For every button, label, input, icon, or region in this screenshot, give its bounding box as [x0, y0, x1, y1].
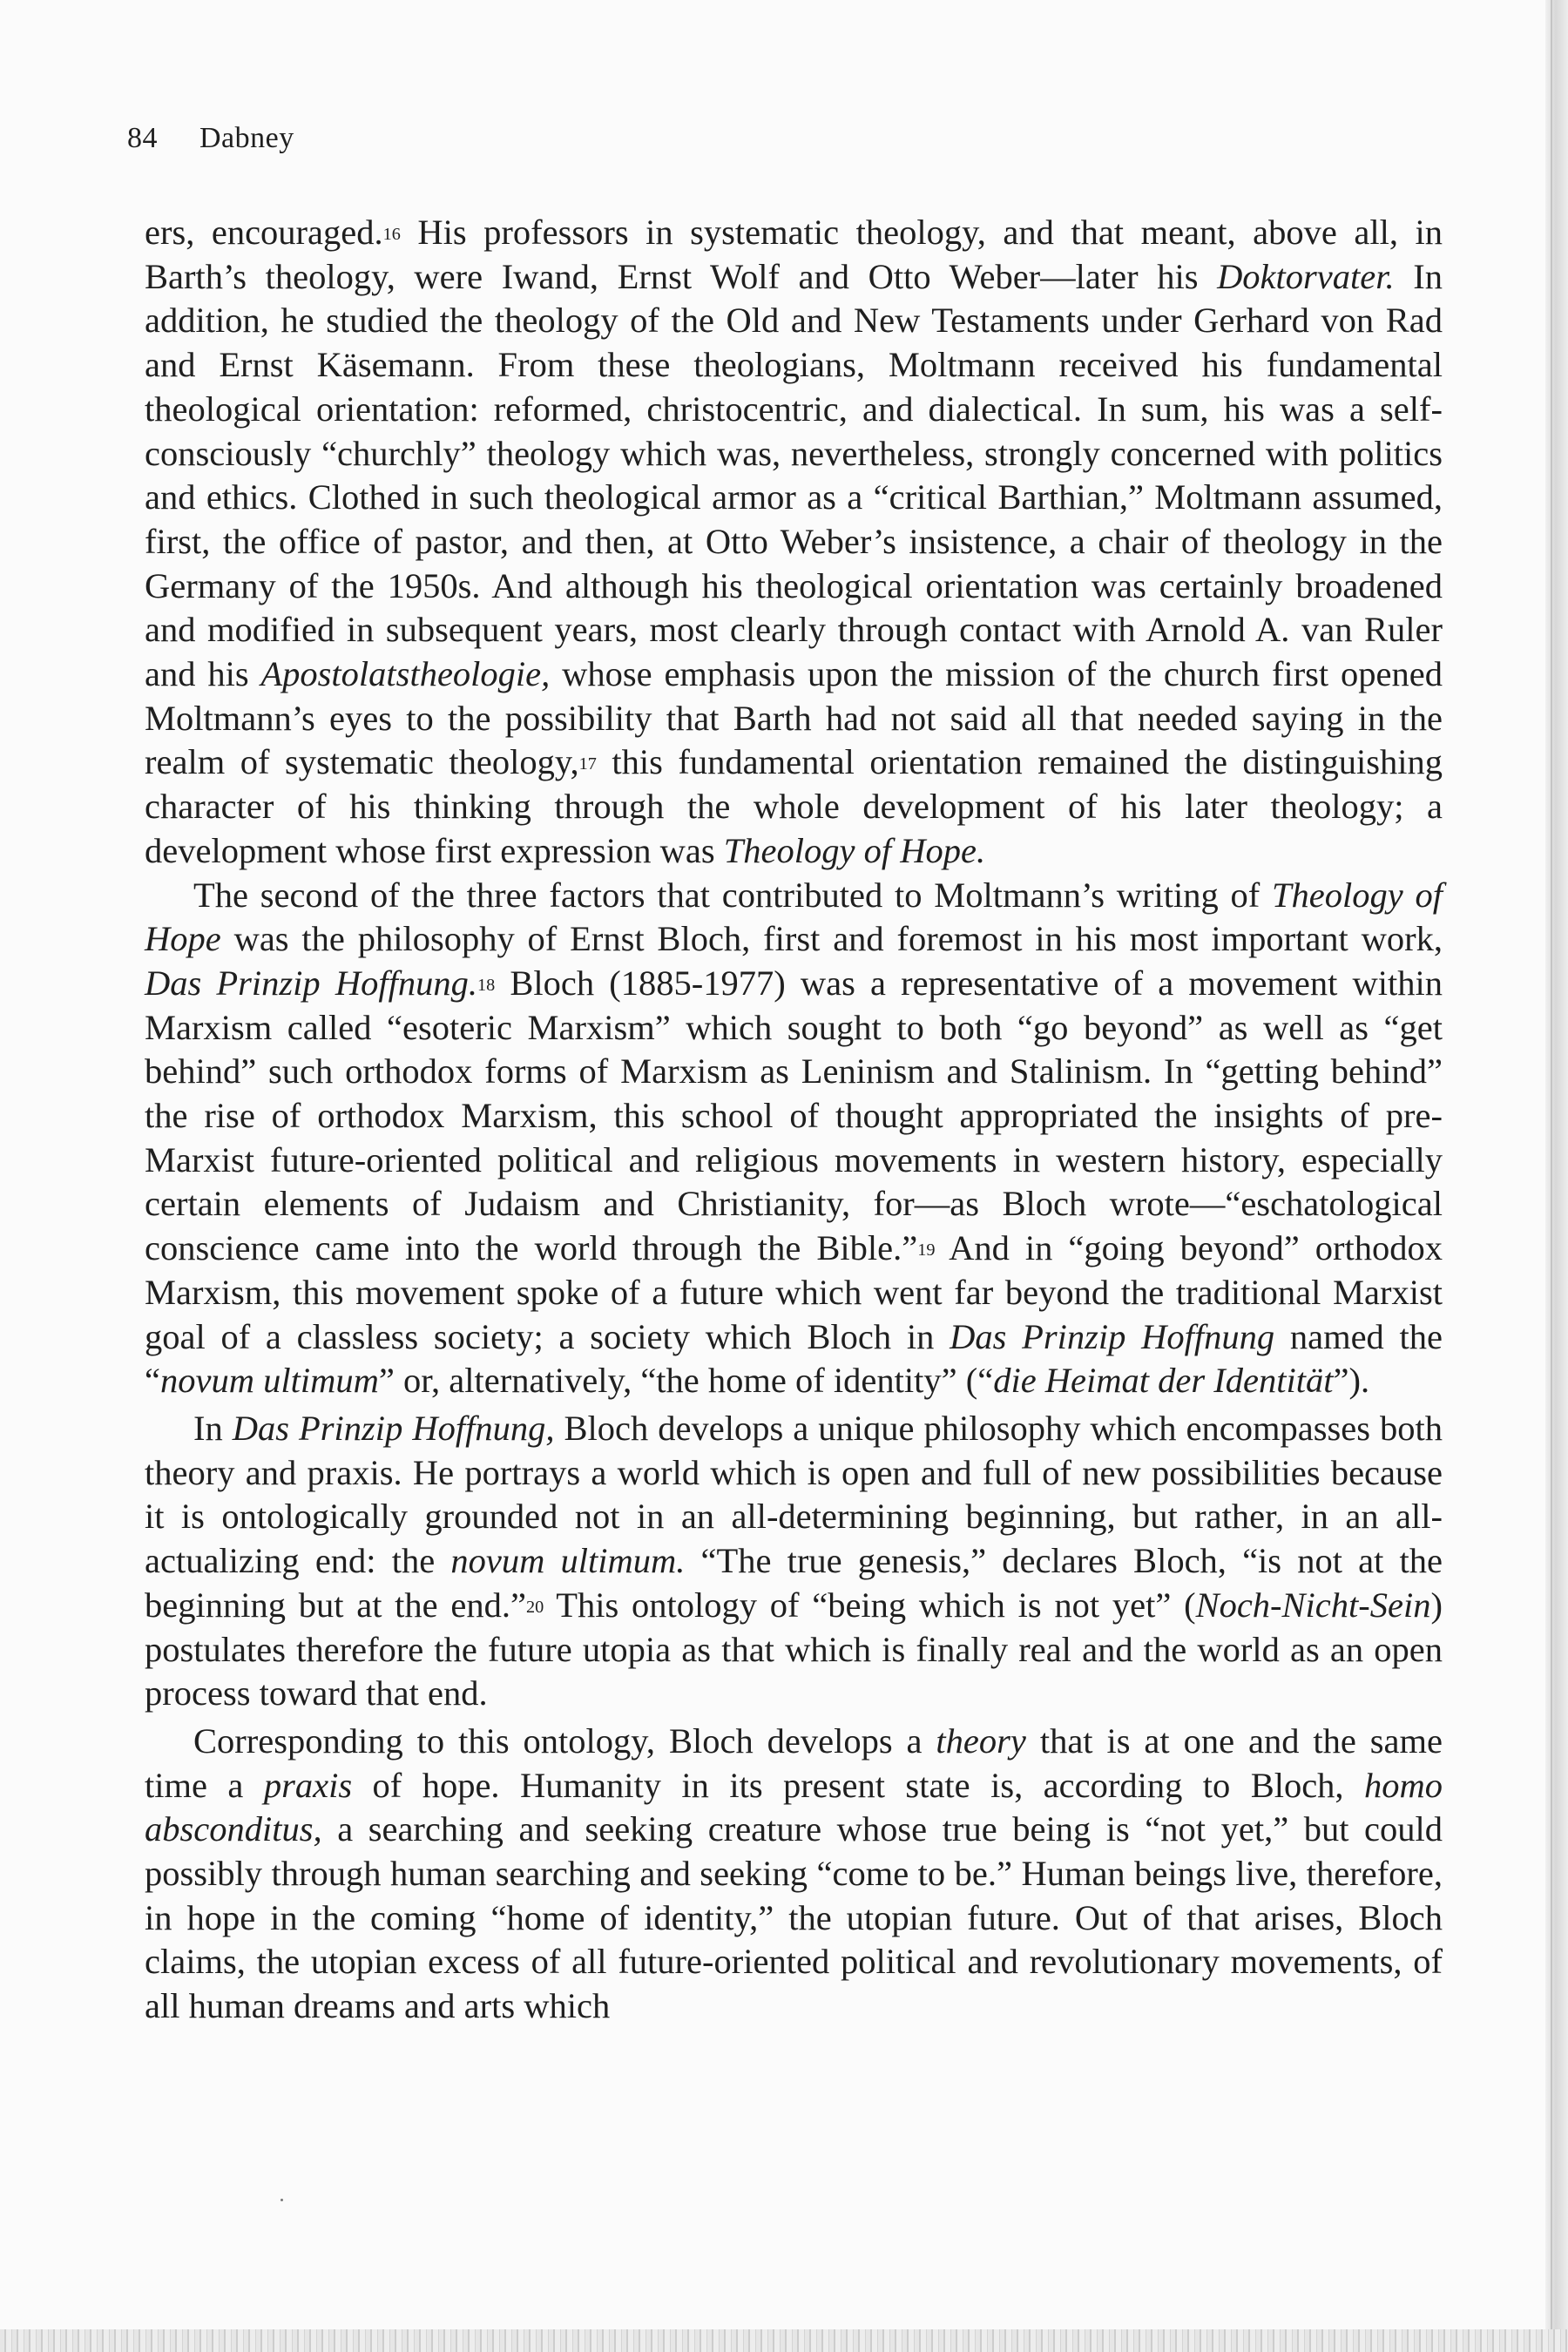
- italic-run: Das Prinzip Hoffnung.: [145, 963, 477, 1003]
- text-run: Bloch (1885-1977) was a representative of a movement within Marxism called “esoteric Marxism” which sought to both “go beyond” as well as “get behind” such orthodox forms of Marxism as Leninism and Stalinism. In “getting behind” the rise of orthodox Marxism, this school of thought appropriated the insights of pre-Marxist future-oriented political and religious movements in western history, especially certain elements of Judaism and Christianity, for—as Bloch wrote—“eschatological conscience came into the world through the Bible.”: [145, 963, 1443, 1268]
- text-run: ) postulates therefore the future utopia as that which is finally real and the world as an open process toward that end.: [145, 1585, 1443, 1713]
- italic-run: praxis: [263, 1765, 353, 1805]
- italic-run: die Heimat der Identität: [993, 1361, 1334, 1401]
- footnote-ref: 19: [917, 1240, 936, 1260]
- text-run: whose emphasis upon the mission of the church first opened Moltmann’s eyes to the possibility that Barth had not said all that needed saying in the realm of systematic theology,: [145, 654, 1443, 782]
- italic-run: Apostolatstheologie,: [260, 654, 551, 694]
- text-run: “The true genesis,” declares Bloch, “is not at the beginning but at the end.”: [145, 1541, 1443, 1625]
- text-run: And in “going beyond” orthodox Marxism, this movement spoke of a future which went far beyond the traditional Marxist goal of a classless society; a society which Bloch in: [145, 1228, 1443, 1356]
- text-run: this fundamental orientation remained the distinguishing character of his thinking through the whole development of his later theology; a development whose first expression was: [145, 742, 1443, 870]
- running-head-author: Dabney: [199, 122, 294, 154]
- footnote-ref: 20: [525, 1597, 544, 1617]
- italic-run: Das Prinzip Hoffnung,: [232, 1408, 555, 1448]
- italic-run: Das Prinzip Hoffnung: [950, 1316, 1275, 1356]
- running-head: [127, 122, 294, 155]
- text-run: In addition, he studied the theology of the Old and New Testaments under Gerhard von Rad and Ernst Käsemann. From these theologians, Moltmann received his fundamental theological orientation: reformed, christocentric, and dialectical. In sum, his was a self-consciously “churchly” theology which was, nevertheless, strongly concerned with politics and ethics. Clothed in such theological armor as a “critical Barthian,” Moltmann assumed, first, the office of pastor, and then, at Otto Weber’s insistence, a chair of theology in the Germany of the 1950s. And although his theological orientation was certainly broadened and modified in subsequent years, most clearly through contact with Arnold A. van Ruler and his: [145, 256, 1443, 694]
- text-run: This ontology of “being which is not yet” (: [544, 1585, 1196, 1625]
- text-run: The second of the three factors that contributed to Moltmann’s writing of: [193, 875, 1273, 915]
- paragraph-3: [145, 1407, 1443, 1716]
- body-text: [145, 211, 1443, 2029]
- text-run: In: [193, 1408, 233, 1448]
- page-edge-right: [1545, 0, 1568, 2352]
- text-run: ers, encouraged.: [145, 213, 383, 252]
- page-edge-bottom: [0, 2329, 1568, 2352]
- paragraph-2: [145, 874, 1443, 1403]
- text-run: ”).: [1333, 1361, 1370, 1401]
- text-run: Bloch develops a unique philosophy which encompasses both theory and praxis. He portrays a world which is open and full of new possibilities because it is ontologically grounded not in an all-determining beginning, but rather, in an all-actualizing end: the: [145, 1408, 1443, 1581]
- text-run: a searching and seeking creature whose true being is “not yet,” but could possibly through human searching and seeking “come to be.” Human beings live, therefore, in hope in the coming “home of identity,” the utopian future. Out of that arises, Bloch claims, the utopian excess of all future-oriented political and revolutionary movements, of all human dreams and arts which: [145, 1809, 1443, 2026]
- italic-run: homo absconditus,: [145, 1765, 1443, 1849]
- paragraph-1: [145, 211, 1443, 874]
- text-run: was the philosophy of Ernst Bloch, first and foremost in his most important work,: [220, 919, 1443, 959]
- footnote-ref: 16: [382, 224, 401, 244]
- italic-run: novum ultimum: [159, 1361, 379, 1401]
- italic-run: novum ultimum.: [450, 1541, 686, 1581]
- text-run: ” or, alternatively, “the home of identity” (“: [378, 1361, 994, 1401]
- italic-run: Doktorvater.: [1217, 256, 1395, 296]
- italic-run: theory: [936, 1720, 1026, 1761]
- footnote-ref: 17: [578, 754, 597, 774]
- italic-run: Noch-Nicht-Sein: [1195, 1585, 1431, 1625]
- text-run: His professors in systematic theology, and that meant, above all, in Barth’s theology, were Iwand, Ernst Wolf and Otto Weber—later his: [145, 213, 1443, 296]
- text-run: named the “: [145, 1316, 1443, 1401]
- scan-speck: [280, 2199, 283, 2201]
- text-run: of hope. Humanity in its present state is, according to Bloch,: [352, 1765, 1364, 1805]
- page-number: 84: [127, 122, 158, 154]
- italic-run: Theology of Hope.: [723, 830, 986, 870]
- paragraph-4: [145, 1720, 1443, 2029]
- text-run: that is at one and the same time a: [145, 1720, 1443, 1805]
- italic-run: Theology of Hope: [145, 875, 1443, 959]
- footnote-ref: 18: [476, 975, 496, 995]
- text-run: Corresponding to this ontology, Bloch develops a: [193, 1720, 936, 1761]
